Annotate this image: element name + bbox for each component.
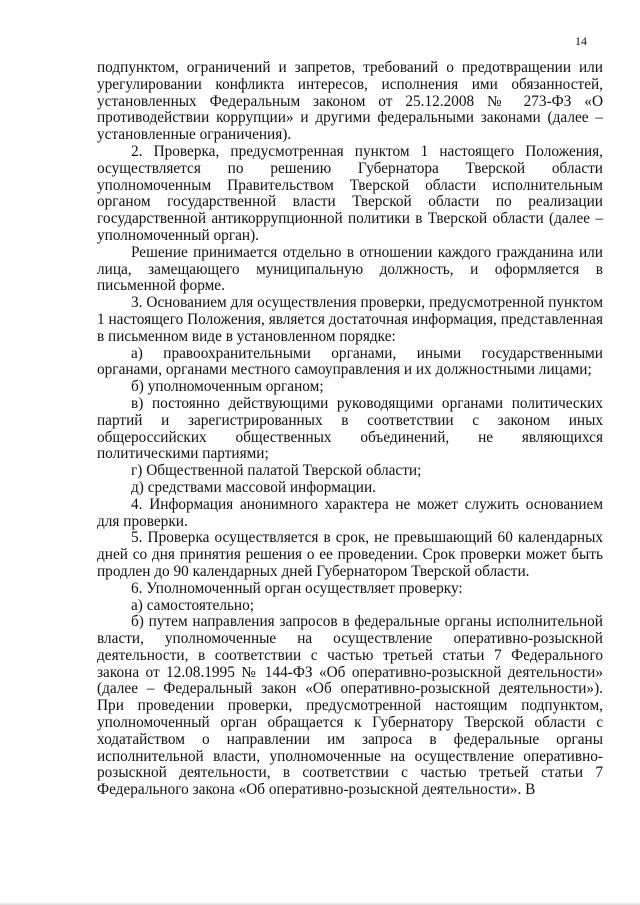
subitem-b-authorized-body: б) уполномоченным органом; — [131, 378, 324, 396]
document-body — [97, 60, 603, 799]
paragraph-item-4: 4. Информация анонимного характера не может служить основанием для проверки. — [97, 495, 603, 530]
paragraph-item-5: 5. Проверка осуществляется в срок, не превышающий 60 календарных дней со дня принятия решения о ее проведении. Срок проверки может быть продлен до 90 календарных дней Губернатором Тверской области. — [97, 529, 603, 580]
subitem-d-mass-media: д) средствами массовой информации. — [131, 478, 376, 496]
subitem-v-parties: в) постоянно действующими руководящими органами политических партий и зарегистрированных в соответствии с законом иных общероссийских общественных объединений, не являющихся политическими партиями; — [97, 394, 603, 463]
subitem-g-public-chamber: г) Общественной палатой Тверской области; — [131, 462, 422, 480]
subitem-b-requests: б) путем направления запросов в федеральные органы исполнительной власти, уполномоченные на осуществление оперативно-розыскной деятельности, в соответствии с частью третьей статьи 7 Федерального закона от 12.08.1995 № 144-ФЗ «Об оперативно-розыскной деятельности» (далее – Федеральный закон «Об оперативно-розыскной деятельности»). При проведении проверки, предусмотренной настоящим подпунктом, уполномоченный орган обращается к Губернатору Тверской области с ходатайством о направлении им запроса в федеральные органы исполнительной власти, уполномоченные на осуществление оперативно-розыскной деятельности, в соответствии с частью третьей статьи 7 Федерального закона «Об оперативно-розыскной деятельности». В — [97, 613, 603, 799]
paragraph-restrictions-continued: подпунктом, ограничений и запретов, требований о предотвращении или урегулировании конфликта интересов, исполнения ими обязанностей, установленных Федеральным законом от 25.12.2008 № 273-ФЗ «О противодействии коррупции» и другими федеральными законами (далее – установленные ограничения). — [97, 59, 603, 144]
paragraph-item-3: 3. Основанием для осуществления проверки, предусмотренной пунктом 1 настоящего Положения, является достаточная информация, представленная в письменном виде в установленном порядке: — [97, 294, 603, 345]
paragraph-item-6: 6. Уполномоченный орган осуществляет проверку: — [131, 579, 463, 597]
paragraph-decision: Решение принимается отдельно в отношении каждого гражданина или лица, замещающего муниципальную должность, и оформляется в письменной форме. — [97, 243, 603, 295]
subitem-a-law-enforcement: а) правоохранительными органами, иными государственными органами, органами местного самоуправления и их должностными лицами; — [97, 344, 603, 379]
page-number: 14 — [575, 34, 587, 48]
paragraph-item-2: 2. Проверка, предусмотренная пунктом 1 настоящего Положения, осуществляется по решению Губернатора Тверской области уполномоченным Правительством Тверской области исполнительным органом государственной власти Тверской области по реализации государственной антикоррупционной политики в Тверской области (далее – уполномоченный орган). — [97, 142, 603, 244]
subitem-a-independently: а) самостоятельно; — [131, 596, 255, 614]
